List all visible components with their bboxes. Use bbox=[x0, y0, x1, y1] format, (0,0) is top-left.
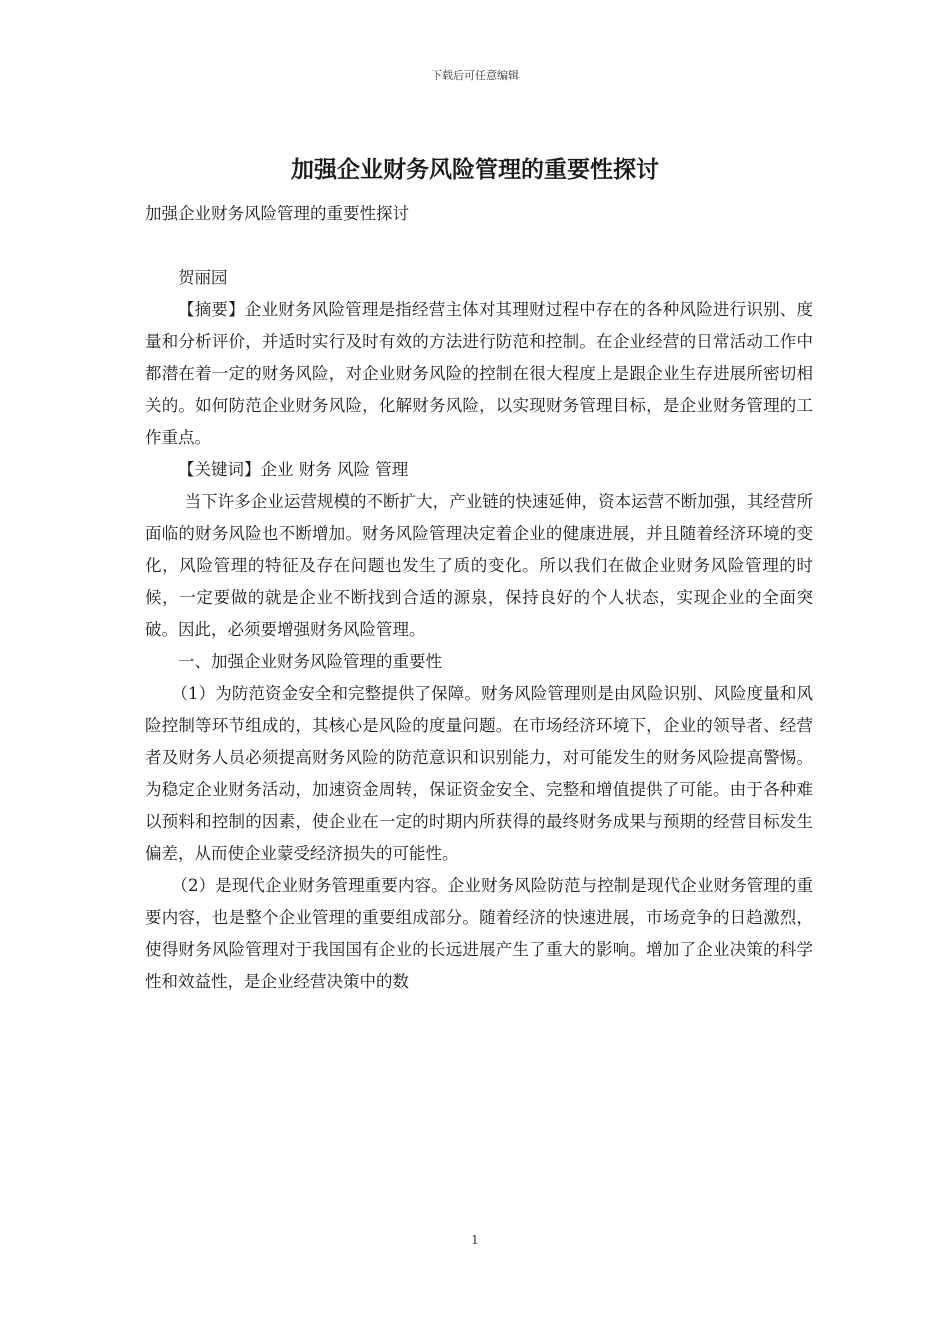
document-subtitle: 加强企业财务风险管理的重要性探讨 bbox=[145, 204, 409, 223]
abstract-paragraph: 【摘要】企业财务风险管理是指经营主体对其理财过程中存在的各种风险进行识别、度量和分析评价，并适时实行及时有效的方法进行防范和控制。在企业经营的日常活动工作中都潜在着一定的财务风险，对企业财务风险的控制在很大程度上是跟企业生存进展所密切相关的。如何防范企业财务风险，化解财务风险，以实现财务管理目标，是企业财务管理的工作重点。 bbox=[145, 300, 813, 447]
point-2-paragraph: （2）是现代企业财务管理重要内容。企业财务风险防范与控制是现代企业财务管理的重要内容，也是整个企业管理的重要组成部分。随着经济的快速进展，市场竞争的日趋激烈，使得财务风险管理对于我国国有企业的长远进展产生了重大的影响。增加了企业决策的科学性和效益性，是企业经营决策中的数 bbox=[145, 876, 813, 991]
document-title: 加强企业财务风险管理的重要性探讨 bbox=[291, 156, 659, 183]
section-heading: 一、加强企业财务风险管理的重要性 bbox=[178, 652, 442, 671]
page-header-note: 下载后可任意编辑 bbox=[431, 69, 519, 82]
intro-paragraph: 当下许多企业运营规模的不断扩大，产业链的快速延伸，资本运营不断加强，其经营所面临的财务风险也不断增加。财务风险管理决定着企业的健康进展，并且随着经济环境的变化，风险管理的特征及存在问题也发生了质的变化。所以我们在做企业财务风险管理的时候，一定要做的就是企业不断找到合适的源泉，保持良好的个人状态，实现企业的全面突破。因此，必须要增强财务风险管理。 bbox=[145, 492, 813, 639]
keywords-line: 【关键词】企业 财务 风险 管理 bbox=[178, 460, 409, 479]
document-body bbox=[145, 198, 813, 998]
page-number: 1 bbox=[471, 1233, 479, 1247]
blank-line bbox=[145, 230, 813, 262]
point-1-paragraph: （1）为防范资金安全和完整提供了保障。财务风险管理则是由风险识别、风险度量和风险控制等环节组成的，其核心是风险的度量问题。在市场经济环境下，企业的领导者、经营者及财务人员必须提高财务风险的防范意识和识别能力，对可能发生的财务风险提高警惕。为稳定企业财务活动，加速资金周转，保证资金安全、完整和增值提供了可能。由于各种难以预料和控制的因素，使企业在一定的时期内所获得的最终财务成果与预期的经营目标发生偏差，从而使企业蒙受经济损失的可能性。 bbox=[145, 684, 813, 863]
author-name: 贺丽园 bbox=[178, 268, 228, 287]
